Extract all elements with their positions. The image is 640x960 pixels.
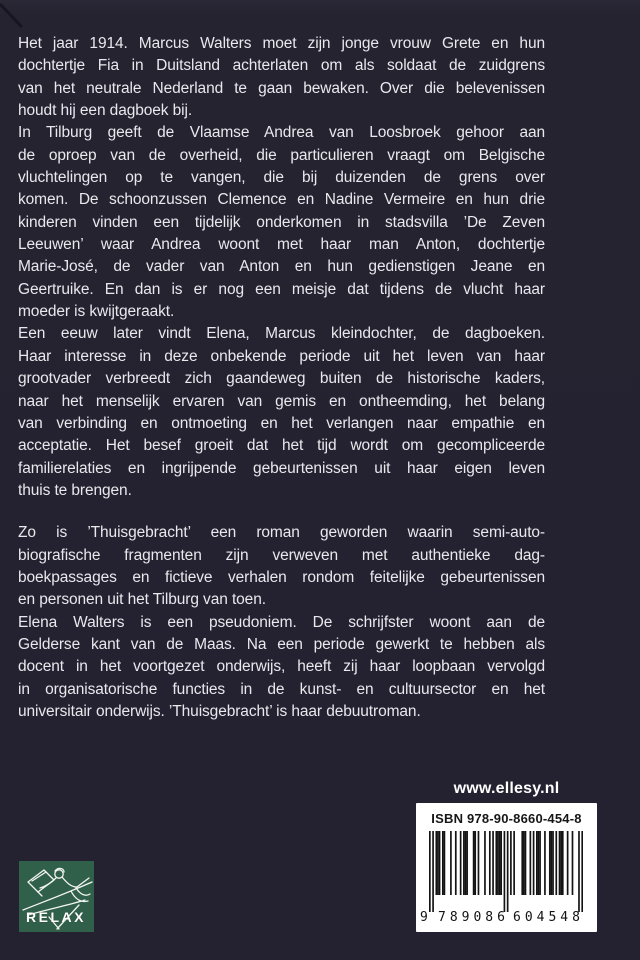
blurb-paragraph bbox=[18, 122, 545, 323]
blurb-line: Een eeuw later vindt Elena, Marcus kleindochter, de dagboeken. bbox=[18, 325, 545, 343]
blurb-block bbox=[18, 33, 545, 502]
blurb-line: universitair onderwijs. ’Thuisgebracht’ is haar debuutroman. bbox=[18, 702, 421, 720]
blurb-line: dochtertje Fia in Duitsland achterlaten om als soldaat de zuidgrens bbox=[18, 57, 545, 75]
blurb-line: Zo is ’Thuisgebracht’ een roman geworden waarin semi-auto- bbox=[18, 524, 545, 542]
blurb-line: de oproep van de overheid, die particulieren vraagt om Belgische bbox=[18, 146, 545, 164]
blurb-line: en personen uit het Tilburg van toen. bbox=[18, 591, 266, 609]
blurb-line: kinderen vinden een tijdelijk onderkomen in stadsvilla ’De Zeven bbox=[18, 213, 545, 231]
blurb-line: van het neutrale Nederland te gaan bewaken. Over die belevenissen bbox=[18, 79, 545, 97]
blurb-line: moeder is kwijtgeraakt. bbox=[18, 303, 175, 321]
publisher-website: www.ellesy.nl bbox=[453, 780, 560, 797]
blurb-line: vluchtelingen op te vangen, die bij duizenden de grens over bbox=[18, 169, 545, 187]
blurb-line: Elena Walters is een pseudoniem. De schrijfster woont aan de bbox=[18, 613, 545, 631]
barcode-digits-right: 604548 bbox=[513, 910, 584, 925]
blurb-paragraph bbox=[18, 522, 545, 611]
blurb-paragraph bbox=[18, 33, 545, 122]
blurb-line: grootvader verbreedt zich gaandeweg buiten de historische kaders, bbox=[18, 370, 545, 388]
blurb-line: komen. De schoonzussen Clemence en Nadine Vermeire en hun drie bbox=[18, 191, 545, 209]
blurb-line: Leeuwen’ waar Andrea woont met haar man Anton, dochtertje bbox=[18, 236, 545, 254]
blurb-paragraph bbox=[18, 323, 545, 502]
blurb-line: In Tilburg geeft de Vlaamse Andrea van Loosbroek gehoor aan bbox=[18, 124, 545, 142]
barcode-digits bbox=[416, 909, 597, 925]
isbn-label: ISBN 978-90-8660-454-8 bbox=[431, 811, 582, 826]
back-cover-blurb bbox=[18, 33, 545, 723]
blurb-line: boekpassages en fictieve verhalen rondom feitelijke gebeurtenissen bbox=[18, 568, 545, 586]
blurb-line: naar het menselijk ervaren van gemis en ontheemding, het belang bbox=[18, 392, 545, 410]
blurb-line: Geertruike. En dan is er nog een meisje dat tijdens de vlucht haar bbox=[18, 280, 545, 298]
blurb-line: thuis te brengen. bbox=[18, 481, 132, 499]
barcode-digit-first: 9 bbox=[420, 910, 428, 925]
relax-publisher-logo bbox=[19, 861, 94, 932]
blurb-line: acceptatie. Het besef groeit dat het tijd wordt om gecompliceerde bbox=[18, 437, 545, 455]
ean-barcode bbox=[429, 831, 583, 912]
blurb-line: Marie-José, de vader van Anton en hun gedienstigen Jeane en bbox=[18, 258, 545, 276]
blurb-line: docent in het voortgezet onderwijs, heeft zij haar loopbaan vervolgd bbox=[18, 658, 545, 676]
blurb-line: Het jaar 1914. Marcus Walters moet zijn jonge vrouw Grete en hun bbox=[18, 35, 545, 52]
blurb-line: Haar interesse in deze onbekende periode uit het leven van haar bbox=[18, 347, 545, 365]
blurb-line: in organisatorische functies in de kunst- en cultuursector en het bbox=[18, 680, 545, 698]
blurb-paragraph bbox=[18, 612, 545, 724]
blurb-line: houdt hij een dagboek bij. bbox=[18, 102, 193, 120]
blurb-block bbox=[18, 522, 545, 723]
isbn-barcode-block bbox=[416, 803, 597, 932]
blurb-line: biografische fragmenten zijn verweven met authentieke dag- bbox=[18, 546, 545, 564]
blurb-line: Gelderse kant van de Maas. Na een periode gewerkt te hebben als bbox=[18, 635, 545, 653]
blurb-line: familierelaties en ingrijpende gebeurtenissen uit haar eigen leven bbox=[18, 459, 545, 477]
barcode-digits-left: 789086 bbox=[438, 910, 509, 925]
blurb-line: van verbinding en ontmoeting en het verlangen naar empathie en bbox=[18, 414, 545, 432]
relax-logo-text: RELAX bbox=[26, 909, 86, 925]
